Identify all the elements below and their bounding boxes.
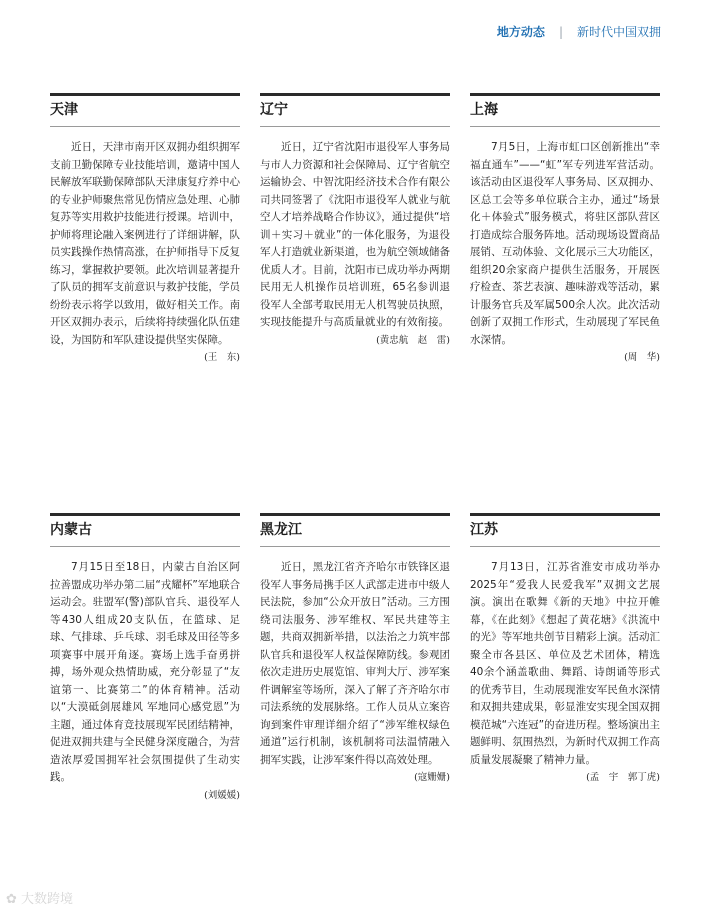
section-title: 地方动态 [496, 25, 545, 39]
column-top-bar [50, 93, 240, 96]
article-text: 近日，天津市南开区双拥办组织拥军支前卫勤保障专业技能培训，邀请中国人民解放军联勤保障部队天津康复疗养中心的专业护师聚焦常见伤情应急处理、心肺复苏等实用救护技能进行授课。培训中，护师将理论融入案例进行了详细讲解，队员实践操作热情高涨，在护师指导下反复练习，掌握救护要领。此次培训显著提升了队员的拥军支前意识与救护技能，学员纷纷表示将学以致用，做好相关工作。南开区双拥办表示，后续将持续强化队伍建设，为国防和军队建设提供坚实保障。 [50, 141, 240, 346]
column-top-bar [260, 93, 450, 96]
article-body [260, 559, 450, 787]
title-divider [260, 546, 450, 547]
region-title: 黑龙江 [260, 522, 302, 538]
region-title: 内蒙古 [50, 522, 92, 538]
article-text: 7月13日，江苏省淮安市成功举办2025年“爱我人民爱我军”双拥文艺展演。演出在歌舞《新的天地》中拉开帷幕，《在此刻》《想起了黄花塘》《洪流中的光》等军地共创节目精彩上演。活动汇聚全市各县区、单位及艺术团体，精选40余个涵盖歌曲、舞蹈、诗朗诵等形式的优秀节目，生动展现淮安军民鱼水深情和双拥共建成果，彰显淮安实现全国双拥模范城“六连冠”的奋进历程。整场演出主题鲜明、氛围热烈，为新时代双拥工作高质量发展凝聚了精神力量。 [470, 561, 660, 766]
header-subtitle: 新时代中国双拥 [576, 25, 661, 39]
article-author: (黄忠航 赵 雷) [376, 334, 450, 346]
article-text: 近日，黑龙江省齐齐哈尔市铁锋区退役军人事务局携手区人武部走进市中级人民法院，参加“公众开放日”活动。三方围绕司法服务、涉军维权、军民共建等主题，共商双拥新举措，以法治之力筑牢部队官兵和退役军人权益保障防线。参观团依次走进历史展览馆、审判大厅、涉军案件调解室等场所，深入了解了齐齐哈尔市司法系统的发展脉络。工作人员从立案咨询到案件审理详细介绍了“涉军维权绿色通道”运行机制，该机制将司法温情融入拥军实践，让涉军案件得以高效处理。 [260, 561, 450, 766]
article-body [470, 559, 660, 787]
article-body [50, 559, 240, 804]
article-author: (王 东) [204, 352, 240, 363]
region-title: 江苏 [470, 522, 498, 538]
article-author: (孟 宇 郭丁虎) [586, 772, 660, 783]
title-divider [470, 126, 660, 127]
article-author: (寇姗姗) [414, 772, 450, 783]
title-divider [470, 546, 660, 547]
watermark-text: 大数跨境 [21, 892, 74, 907]
article-text: 7月15日至18日，内蒙古自治区阿拉善盟成功举办第二届“戎耀杯”军地联合运动会。驻盟军(警)部队官兵、退役军人等430人组成20支队伍，在篮球、足球、气排球、乒乓球、羽毛球及田径等多项赛事中展开角逐。赛场上选手奋勇拼搏，场外观众热情助威，充分彰显了“友谊第一、比赛第二”的体育精神。活动以“大漠砥剑展雄风 军地同心感党恩”为主题，通过体育竞技展现军民团结精神，促进双拥共建与全民健身深度融合，为营造浓厚爱国拥军社会氛围提供了生动实践。 [50, 561, 240, 783]
header-separator: | [558, 25, 563, 39]
title-divider [50, 546, 240, 547]
region-title: 上海 [470, 102, 498, 118]
page-header [497, 24, 661, 40]
column-top-bar [470, 513, 660, 516]
article-text: 近日，辽宁省沈阳市退役军人事务局与市人力资源和社会保障局、辽宁省航空运输协会、中智沈阳经济技术合作有限公司共同签署了《沈阳市退役军人就业与航空人才培养战略合作协议》，通过提供“培训＋实习＋就业”的一体化服务，为退役军人打造就业新渠道，也为航空领域储备优质人才。目前，沈阳市已成功举办两期民用无人机操作员培训班，65名参训退役军人全部考取民用无人机驾驶员执照，实现技能提升与高质量就业的有效衔接。 [260, 141, 450, 328]
article-body [470, 139, 660, 367]
column-top-bar [470, 93, 660, 96]
watermark-logo-icon: ✿ [6, 892, 22, 907]
article-author: (刘媛媛) [204, 789, 240, 801]
title-divider [50, 126, 240, 127]
article-body [50, 139, 240, 367]
region-title: 天津 [50, 102, 78, 118]
region-title: 辽宁 [260, 102, 288, 118]
column-top-bar [260, 513, 450, 516]
title-divider [260, 126, 450, 127]
article-author: (周 华) [624, 352, 660, 363]
watermark [6, 888, 73, 907]
article-body [260, 139, 450, 349]
article-text: 7月5日，上海市虹口区创新推出“幸福直通车”——“虹”军专列进军营活动。该活动由区退役军人事务局、区双拥办、区总工会等多单位联合主办，通过“场景化＋体验式”服务模式，将驻区部队营区打造成综合服务阵地。活动现场设置商品展销、互动体验、文化展示三大功能区，组织20余家商户提供生活服务，开展医疗检查、茶艺表演、趣味游戏等活动，累计服务官兵及军属500余人次。此次活动创新了双拥工作形式，生动展现了军民鱼水深情。 [470, 141, 660, 346]
column-top-bar [50, 513, 240, 516]
